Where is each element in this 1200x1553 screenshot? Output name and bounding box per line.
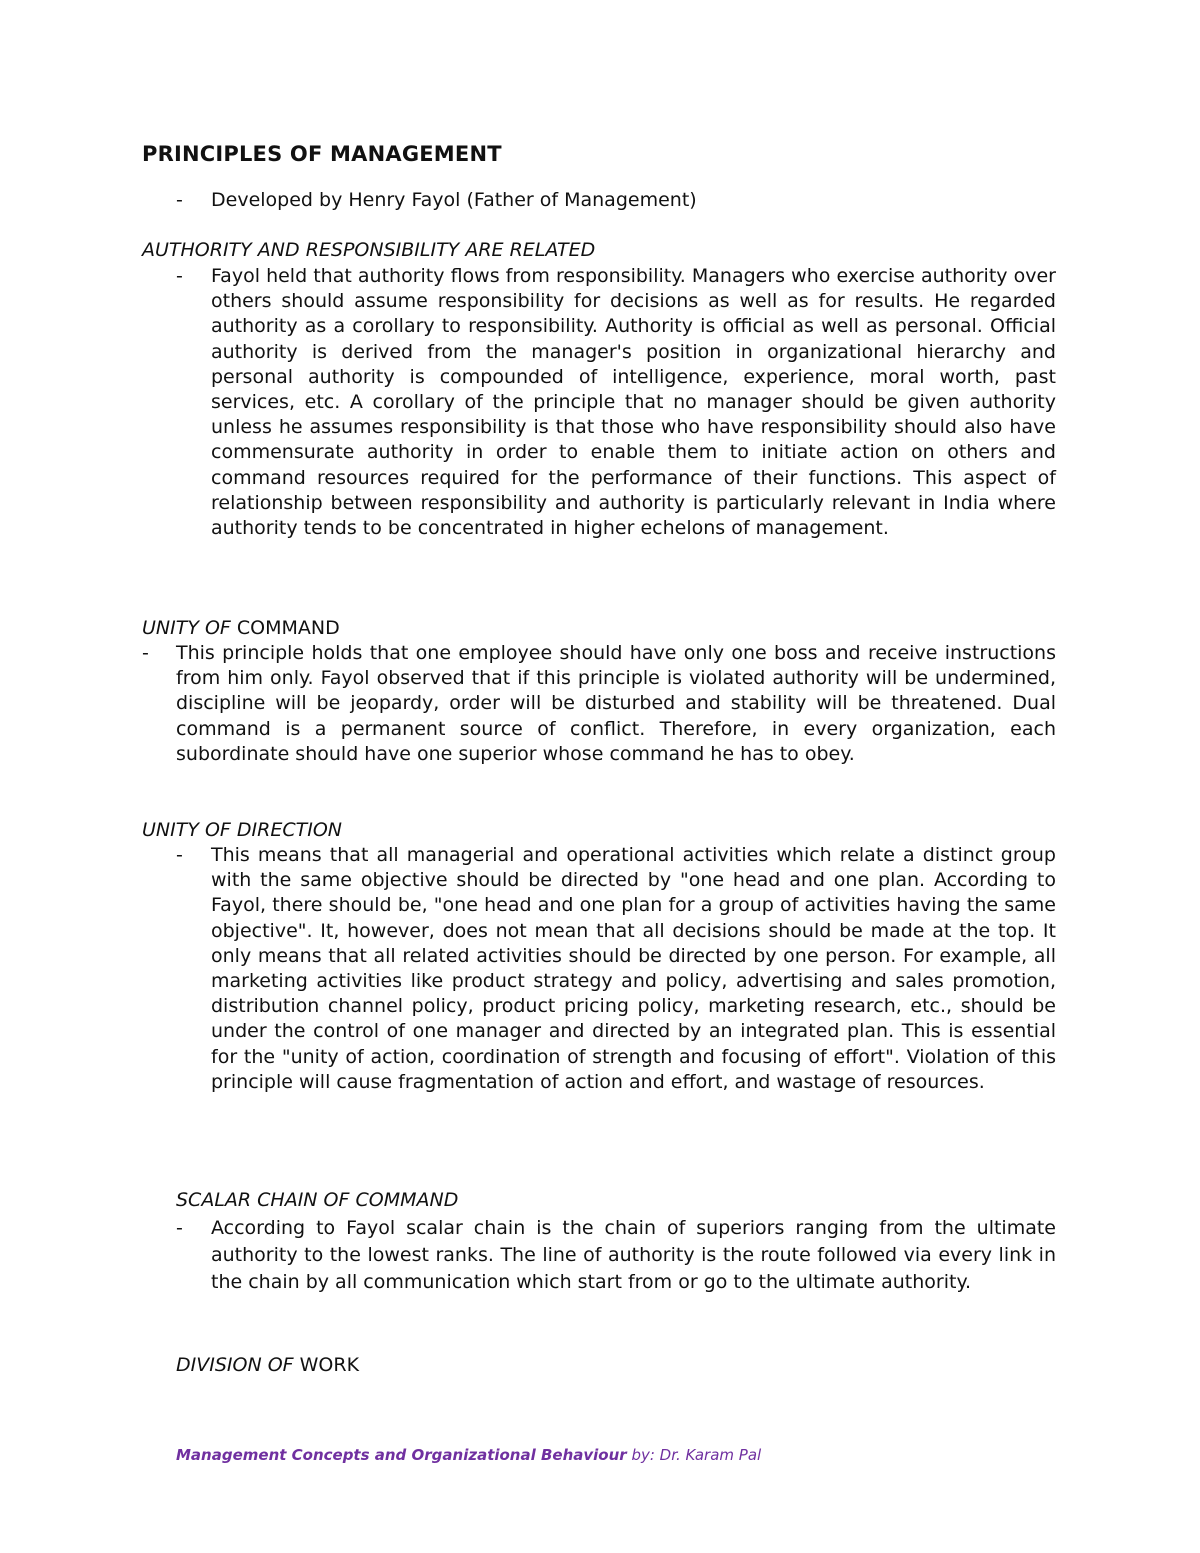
section-text: This principle holds that one employee should have only one boss and receive instructions from him only. Fayol observed that if this principle is violated authority will be undermined, discipline will be jeopardy, order will be disturbed and stability will be threatened. Dual command is a permanent source of conflict. Therefore, in every organization, each subordinate should have one superior whose command he has to obey.: [176, 642, 1056, 765]
bullet-dash: -: [142, 642, 149, 664]
heading-italic-part: DIVISION OF: [176, 1354, 294, 1376]
section-heading-scalar-chain: SCALAR CHAIN OF COMMAND: [176, 1189, 459, 1211]
heading-upright-part: COMMAND: [230, 617, 340, 639]
bullet-dash: -: [176, 1217, 183, 1239]
section-body-authority: [176, 264, 1056, 541]
heading-upright-part: WORK: [293, 1354, 360, 1376]
intro-item: [176, 188, 697, 213]
bullet-dash: -: [176, 844, 183, 866]
heading-italic-part: UNITY OF: [142, 617, 231, 639]
section-body-scalar-chain: [176, 1215, 1056, 1296]
section-body-unity-of-direction: [176, 843, 1056, 1095]
section-text: According to Fayol scalar chain is the chain of superiors ranging from the ultimate authority to the lowest ranks. The line of authority is the route followed via every link in the chain by all communication which start from or go to the ultimate authority.: [211, 1217, 1056, 1293]
section-heading-unity-of-command: [142, 616, 340, 641]
page-footer: [176, 1446, 761, 1464]
section-body-unity-of-command: [142, 641, 1056, 767]
section-text: Fayol held that authority flows from responsibility. Managers who exercise authority over others should assume responsibility for decisions as well as for results. He regarded authority as a corollary to responsibility. Authority is official as well as personal. Official authority is derived from the manager's position in organizational hierarchy and personal authority is compounded of intelligence, experience, moral worth, past services, etc. A corollary of the principle that no manager should be given authority unless he assumes responsibility is that those who have responsibility should also have commensurate authority in order to enable them to initiate action on others and command resources required for the performance of their functions. This aspect of relationship between responsibility and authority is particularly relevant in India where authority tends to be concentrated in higher echelons of management.: [211, 265, 1056, 540]
footer-book-title: Management Concepts and Organizational Behaviour: [176, 1446, 627, 1464]
section-heading-unity-of-direction: UNITY OF DIRECTION: [142, 819, 342, 841]
section-text: This means that all managerial and operational activities which relate a distinct group with the same objective should be directed by "one head and one plan. According to Fayol, there should be, "one head and one plan for a group of activities having the same objective". It, however, does not mean that all decisions should be made at the top. It only means that all related activities should be directed by one person. For example, all marketing activities like product strategy and policy, advertising and sales promotion, distribution channel policy, product pricing policy, marketing research, etc., should be under the control of one manager and directed by an integrated plan. This is essential for the "unity of action, coordination of strength and focusing of effort". Violation of this principle will cause fragmentation of action and effort, and wastage of resources.: [211, 844, 1056, 1093]
page-title: PRINCIPLES OF MANAGEMENT: [142, 142, 502, 166]
footer-byline: by: Dr. Karam Pal: [626, 1446, 762, 1464]
bullet-dash: -: [176, 265, 183, 287]
section-heading-authority: AUTHORITY AND RESPONSIBILITY ARE RELATED: [142, 239, 596, 261]
bullet-dash: -: [176, 189, 183, 211]
section-heading-division-of-work: [176, 1353, 359, 1378]
intro-text: Developed by Henry Fayol (Father of Management): [211, 189, 697, 211]
